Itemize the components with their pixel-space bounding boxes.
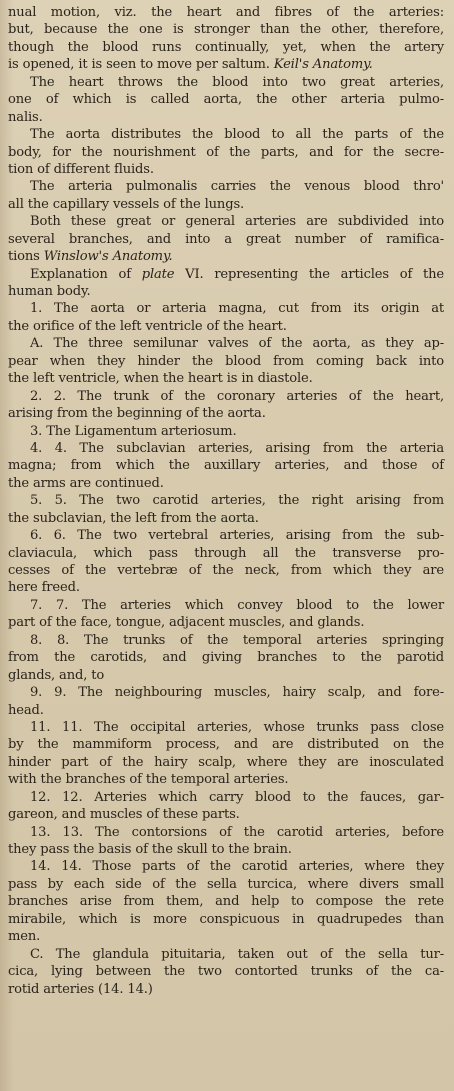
line-text: The aorta distributes the blood to all the parts of the: [30, 127, 444, 143]
text-line: [8, 196, 444, 213]
text-line: [8, 684, 444, 701]
text-line: [8, 963, 444, 980]
paragraph-heart-throws-blood: [8, 74, 444, 126]
line-text: 1. The aorta or arteria magna, cut from its origin at: [30, 301, 444, 317]
text-line: [8, 39, 444, 56]
line-text-continued: VI. representing the articles of the: [185, 266, 445, 282]
text-line: [8, 457, 444, 474]
text-line: [8, 144, 444, 161]
text-line: [8, 510, 444, 527]
line-text: C. The glandula pituitaria, taken out of the sella tur-: [30, 946, 444, 962]
line-text: 13. 13. The contorsions of the carotid arteries, before: [30, 824, 444, 840]
line-text: gareon, and muscles of these parts.: [8, 807, 240, 823]
text-line: [8, 335, 444, 352]
italic-reference: Winslow's Anatomy.: [43, 249, 173, 265]
line-text: human body.: [8, 284, 91, 299]
paragraph-item-14: [8, 858, 444, 945]
line-text: but, because the one is stronger than the other, therefore,: [8, 22, 444, 38]
text-line: [8, 789, 444, 806]
text-line: [8, 771, 444, 788]
paragraph-item-7: [8, 597, 444, 632]
paragraph-item-6: [8, 527, 444, 597]
line-text: Explanation of: [30, 266, 131, 282]
paragraph-item-12: [8, 789, 444, 824]
line-text: here freed.: [8, 580, 80, 596]
italic-reference: plate: [141, 266, 175, 282]
line-text: is opened, it is seen to move per saltum.: [8, 57, 270, 73]
text-line: [8, 736, 444, 753]
page-text: [8, 4, 444, 998]
text-line: [8, 893, 444, 910]
line-text: claviacula, which pass through all the transverse pro-: [8, 545, 444, 561]
paragraph-kiel-quote-end: [8, 4, 444, 74]
text-line: [8, 109, 444, 126]
text-line: [8, 4, 444, 21]
line-text: one of which is called aorta, the other arteria pulmo-: [8, 92, 444, 108]
line-text: nual motion, viz. the heart and fibres of the arteries:: [8, 5, 444, 20]
text-line: [8, 492, 444, 509]
line-text: from the carotids, and giving branches to the parotid: [8, 650, 444, 666]
line-text: cica, lying between the two contorted trunks of the ca-: [8, 964, 444, 980]
line-text: 6. 6. The two vertebral arteries, arising from the sub-: [30, 528, 444, 544]
text-line: [8, 667, 444, 684]
text-line: [8, 161, 444, 178]
line-text: arising from the beginning of the aorta.: [8, 406, 266, 422]
text-line: [8, 318, 444, 335]
paragraph-item-A: [8, 335, 444, 387]
line-text: 8. 8. The trunks of the temporal arteries springing: [30, 632, 444, 648]
line-text: pear when they hinder the blood from coming back into: [8, 353, 444, 369]
text-line: [8, 649, 444, 666]
text-line: [8, 858, 444, 875]
line-text: 2. 2. The trunk of the coronary arteries of the heart,: [30, 388, 444, 404]
text-line: [8, 527, 444, 544]
line-text: 5. 5. The two carotid arteries, the right arising from: [30, 493, 444, 509]
italic-reference: Keil's Anatomy.: [273, 57, 373, 73]
text-line: [8, 754, 444, 771]
paragraph-item-C: [8, 946, 444, 998]
text-line: [8, 126, 444, 143]
text-line: [8, 405, 444, 422]
text-line: [8, 806, 444, 823]
text-line: [8, 562, 444, 579]
line-text: nalis.: [8, 109, 43, 125]
text-line: [8, 248, 444, 265]
text-line: [8, 981, 444, 998]
text-line: [8, 283, 444, 300]
line-text: body, for the nourishment of the parts, and for the secre-: [8, 144, 444, 160]
text-line: [8, 911, 444, 928]
line-text: they pass the basis of the skull to the brain.: [8, 842, 292, 857]
text-line: [8, 719, 444, 736]
paragraph-arteria-pulmonalis: [8, 178, 444, 213]
line-text: 3. The Ligamentum arteriosum.: [30, 423, 237, 439]
text-line: [8, 231, 444, 248]
paragraph-great-arteries-subdivided: [8, 213, 444, 265]
line-text: The heart throws the blood into two great arteries,: [30, 74, 444, 90]
text-line: [8, 56, 444, 73]
text-line: [8, 946, 444, 963]
text-line: [8, 213, 444, 230]
paragraph-item-13: [8, 824, 444, 859]
text-line: [8, 370, 444, 387]
text-line: [8, 423, 444, 440]
line-text: part of the face, tongue, adjacent muscles, and glands.: [8, 615, 365, 631]
line-text: A. The three semilunar valves of the aorta, as they ap-: [30, 336, 444, 352]
line-text: 7. 7. The arteries which convey blood to the lower: [30, 597, 444, 613]
line-text: the arms are continued.: [8, 475, 164, 491]
text-line: [8, 440, 444, 457]
line-text: The arteria pulmonalis carries the venous blood thro': [30, 179, 444, 195]
text-line: [8, 841, 444, 858]
line-text: with the branches of the temporal arteries.: [8, 772, 289, 788]
line-text: all the capillary vessels of the lungs.: [8, 196, 245, 212]
paragraph-item-9: [8, 684, 444, 719]
line-text: 11. 11. The occipital arteries, whose trunks pass close: [30, 719, 444, 735]
text-line: [8, 74, 444, 91]
text-line: [8, 475, 444, 492]
line-text: several branches, and into a great number of ramifica-: [8, 231, 444, 247]
line-text: by the mammiform process, and are distributed on the: [8, 737, 444, 753]
text-line: [8, 353, 444, 370]
paragraph-item-2: [8, 388, 444, 423]
line-text: 9. 9. The neighbouring muscles, hairy scalp, and fore-: [30, 685, 444, 701]
line-text: cesses of the vertebræ of the neck, from which they are: [8, 563, 444, 578]
line-text: magna; from which the auxillary arteries, and those of: [8, 458, 444, 474]
line-text: tion of different fluids.: [8, 161, 154, 177]
line-text: men.: [8, 929, 41, 945]
paragraph-item-4: [8, 440, 444, 492]
text-line: [8, 597, 444, 614]
line-text: the orifice of the left ventricle of the heart.: [8, 318, 287, 334]
line-text: 12. 12. Arteries which carry blood to the fauces, gar-: [30, 789, 444, 805]
paragraph-item-3: [8, 423, 444, 440]
line-text: the left ventricle, when the heart is in diastole.: [8, 371, 313, 387]
paragraph-item-5: [8, 492, 444, 527]
paragraph-aorta-distributes: [8, 126, 444, 178]
line-text: 4. 4. The subclavian arteries, arising from the arteria: [30, 440, 444, 456]
text-line: [8, 21, 444, 38]
line-text: glands, and, to: [8, 667, 105, 683]
line-text: the subclavian, the left from the aorta.: [8, 510, 259, 526]
paragraph-item-8: [8, 632, 444, 684]
text-line: [8, 266, 444, 283]
line-text: though the blood runs continually, yet, when the artery: [8, 39, 444, 55]
line-text: head.: [8, 702, 44, 718]
text-line: [8, 824, 444, 841]
paragraph-explanation-heading: [8, 266, 444, 301]
paragraph-item-1: [8, 300, 444, 335]
line-text: branches arise from them, and help to compose the rete: [8, 894, 444, 910]
line-text: mirabile, which is more conspicuous in quadrupedes than: [8, 911, 444, 927]
line-text: rotid arteries (14. 14.): [8, 981, 153, 997]
text-line: [8, 300, 444, 317]
text-line: [8, 388, 444, 405]
text-line: [8, 702, 444, 719]
text-line: [8, 876, 444, 893]
text-line: [8, 632, 444, 649]
line-text: pass by each side of the sella turcica, where divers small: [8, 876, 444, 892]
text-line: [8, 545, 444, 562]
text-line: [8, 178, 444, 195]
line-text: hinder part of the hairy scalp, where they are inosculated: [8, 754, 444, 770]
paragraph-item-11: [8, 719, 444, 789]
line-text: 14. 14. Those parts of the carotid arteries, where they: [30, 859, 444, 875]
text-line: [8, 614, 444, 631]
text-line: [8, 928, 444, 945]
text-line: [8, 579, 444, 596]
line-text: tions: [8, 249, 40, 265]
text-line: [8, 91, 444, 108]
line-text: Both these great or general arteries are subdivided into: [30, 214, 444, 230]
